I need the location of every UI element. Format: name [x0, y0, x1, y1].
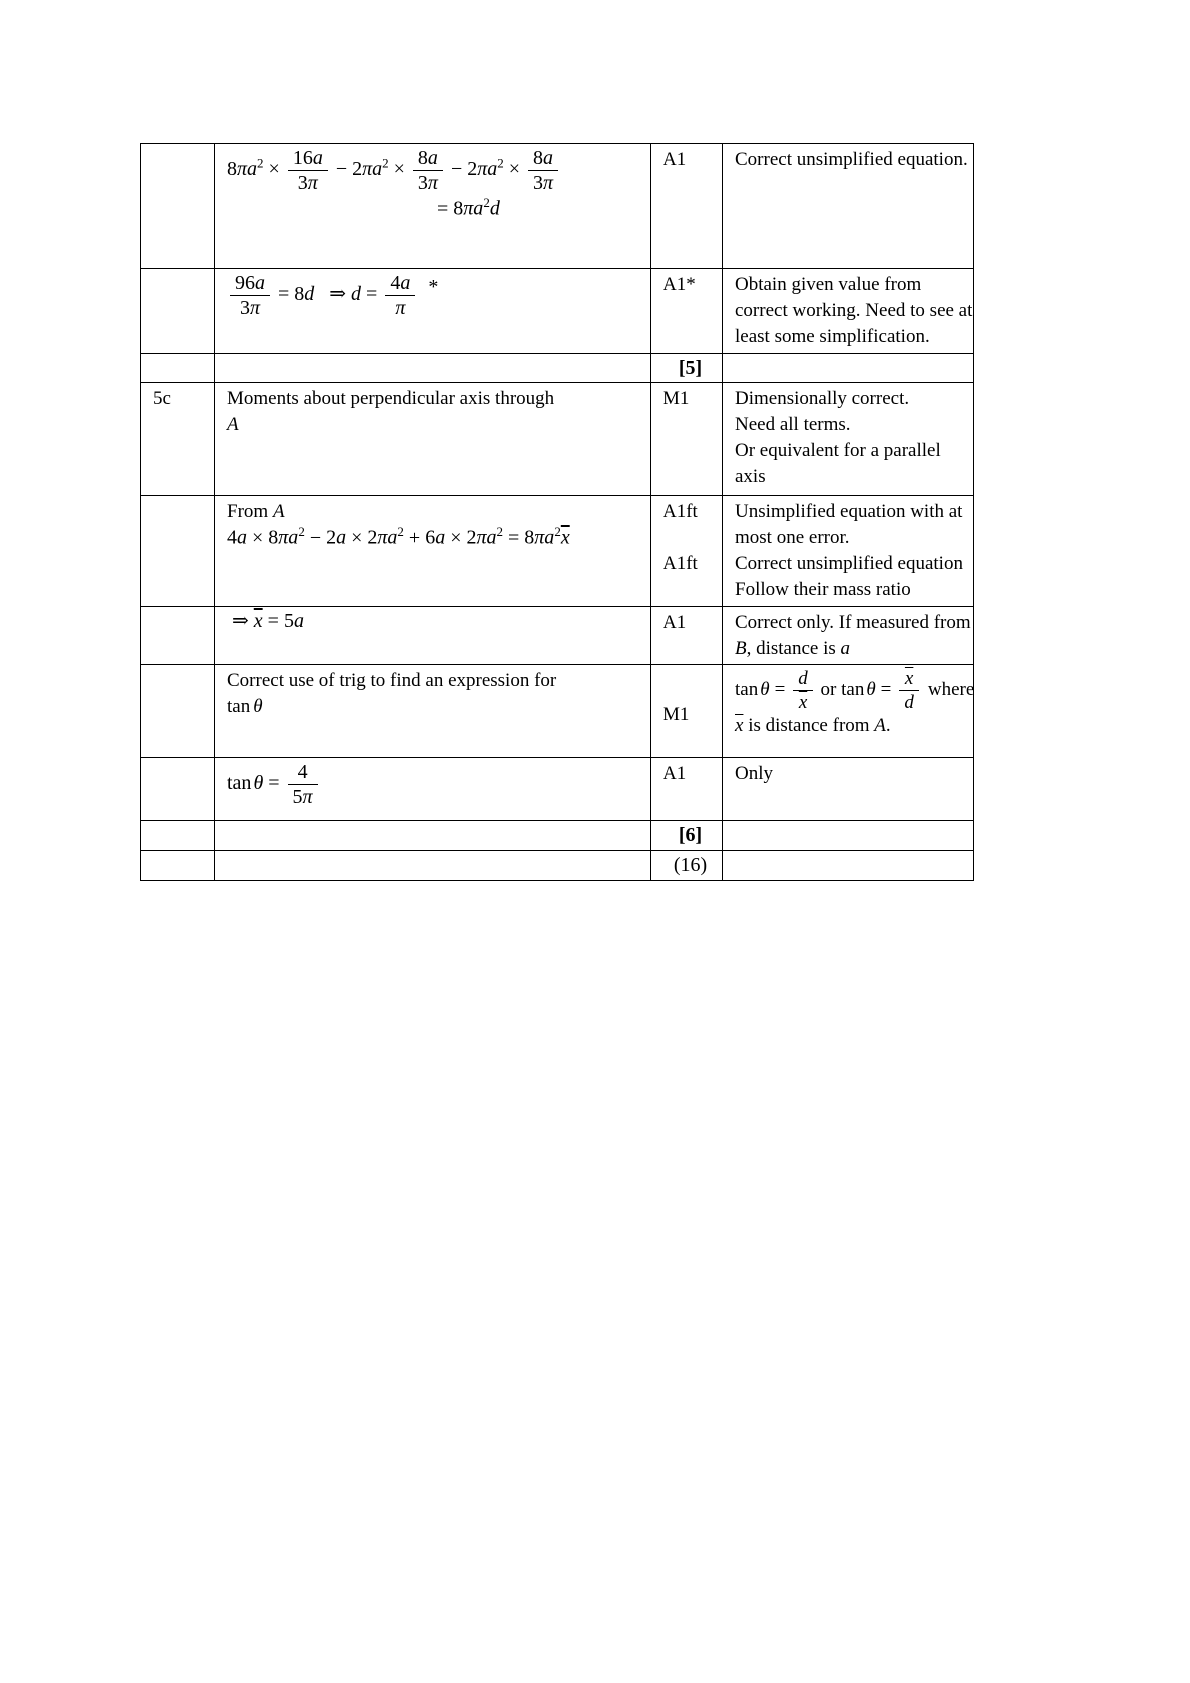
mark-label: A1	[663, 149, 687, 170]
working-cell	[215, 383, 651, 496]
total-label: [5]	[678, 357, 703, 379]
mark-label: A1ft	[663, 553, 698, 574]
equation: $4a \times 8\pi a^2 - 2a \times 2\pi a^2 + 6a \times 2\pi a^2 = 8\pi a^2\overline{x}$	[227, 524, 570, 549]
mark-cell	[651, 496, 723, 607]
table-row	[141, 758, 974, 821]
comment-line: Need all terms.	[735, 414, 851, 435]
mark-cell	[651, 821, 723, 851]
mark-cell	[651, 269, 723, 354]
working-cell	[215, 758, 651, 821]
mark-cell	[651, 851, 723, 881]
table-row	[141, 496, 974, 607]
question-cell	[141, 665, 215, 758]
question-cell	[141, 269, 215, 354]
mark-label: A1	[663, 612, 687, 633]
comment-line: Only	[735, 763, 773, 784]
equation: $\frac{96a}{3\pi}$ = 8d ⇒ d = $\frac{4a}{\pi}$ *	[227, 272, 646, 319]
working-cell	[215, 144, 651, 269]
comment-line: Follow their mass ratio	[735, 579, 911, 600]
mark-label: M1	[663, 388, 690, 409]
table-row	[141, 665, 974, 758]
question-cell	[141, 758, 215, 821]
comment-line: axis	[735, 466, 766, 487]
comment-cell	[723, 269, 974, 354]
question-cell	[141, 496, 215, 607]
mark-label: M1	[663, 704, 690, 725]
working-line: Moments about perpendicular axis through	[227, 388, 555, 409]
comment-cell	[723, 758, 974, 821]
comment-cell	[723, 821, 974, 851]
working-line: Correct use of trig to find an expression for	[227, 670, 557, 691]
comment-line: Correct unsimplified equation	[735, 553, 963, 574]
question-cell	[141, 383, 215, 496]
working-cell	[215, 607, 651, 665]
comment-line: $\overline{x}$ is distance from A.	[735, 715, 891, 736]
mark-cell	[651, 354, 723, 383]
equation: tan θ = $\frac{d}{x}$ or tan θ = $\frac{\overline{x}}{d}$ where	[735, 668, 975, 713]
mark-label: A1*	[663, 274, 696, 295]
comment-line: Dimensionally correct.	[735, 388, 910, 409]
working-cell	[215, 496, 651, 607]
working-cell	[215, 354, 651, 383]
table-row	[141, 269, 974, 354]
equation: ⇒ $\overline{x} = 5a$	[232, 610, 304, 632]
working-cell	[215, 851, 651, 881]
comment-cell	[723, 144, 974, 269]
mark-cell	[651, 758, 723, 821]
comment-cell	[723, 354, 974, 383]
spacer	[663, 525, 718, 551]
table-row	[141, 144, 974, 269]
mark-cell	[651, 383, 723, 496]
working-cell	[215, 821, 651, 851]
comment-line: correct working. Need to see at	[735, 300, 973, 321]
equation: tan θ = $\frac{4}{5\pi}$	[227, 761, 646, 808]
comment-cell	[723, 607, 974, 665]
comment-cell	[723, 383, 974, 496]
working-cell	[215, 269, 651, 354]
comment-cell	[723, 851, 974, 881]
table-row	[141, 821, 974, 851]
mark-scheme-table	[140, 143, 974, 881]
working-line: From A	[227, 501, 285, 522]
question-cell	[141, 851, 215, 881]
table-row	[141, 607, 974, 665]
grand-total-label: (16)	[673, 854, 708, 876]
comment-cell	[723, 496, 974, 607]
comment-line: most one error.	[735, 527, 850, 548]
question-cell	[141, 607, 215, 665]
table-row	[141, 354, 974, 383]
question-cell	[141, 821, 215, 851]
comment-line: Correct only. If measured from	[735, 612, 971, 633]
question-cell	[141, 354, 215, 383]
comment-line: B, distance is a	[735, 638, 851, 659]
comment-line: Or equivalent for a parallel	[735, 440, 941, 461]
comment-line: Obtain given value from	[735, 274, 922, 295]
mark-cell	[651, 607, 723, 665]
mark-label: A1ft	[663, 501, 698, 522]
mark-cell	[651, 665, 723, 758]
comment-line: least some simplification.	[735, 326, 930, 347]
comment-line: Unsimplified equation with at	[735, 501, 963, 522]
comment-cell	[723, 665, 974, 758]
equation: = $8\pi a^2d$	[437, 195, 500, 220]
total-label: [6]	[678, 824, 703, 846]
mark-label: A1	[663, 763, 687, 784]
comment-line: Correct unsimplified equation.	[735, 149, 968, 170]
equation: $8\pi a^2$ × $\frac{16a}{3\pi}$ − $2\pi a^2$ × $\frac{8a}{3\pi}$ − $2\pi a^2$ × $\frac{8a}{3\pi}$	[227, 147, 646, 194]
working-line: A	[227, 414, 239, 435]
working-line: tan θ	[227, 696, 263, 717]
question-number: 5c	[153, 388, 171, 409]
question-cell	[141, 144, 215, 269]
table-row	[141, 851, 974, 881]
mark-cell	[651, 144, 723, 269]
working-cell	[215, 665, 651, 758]
table-row	[141, 383, 974, 496]
